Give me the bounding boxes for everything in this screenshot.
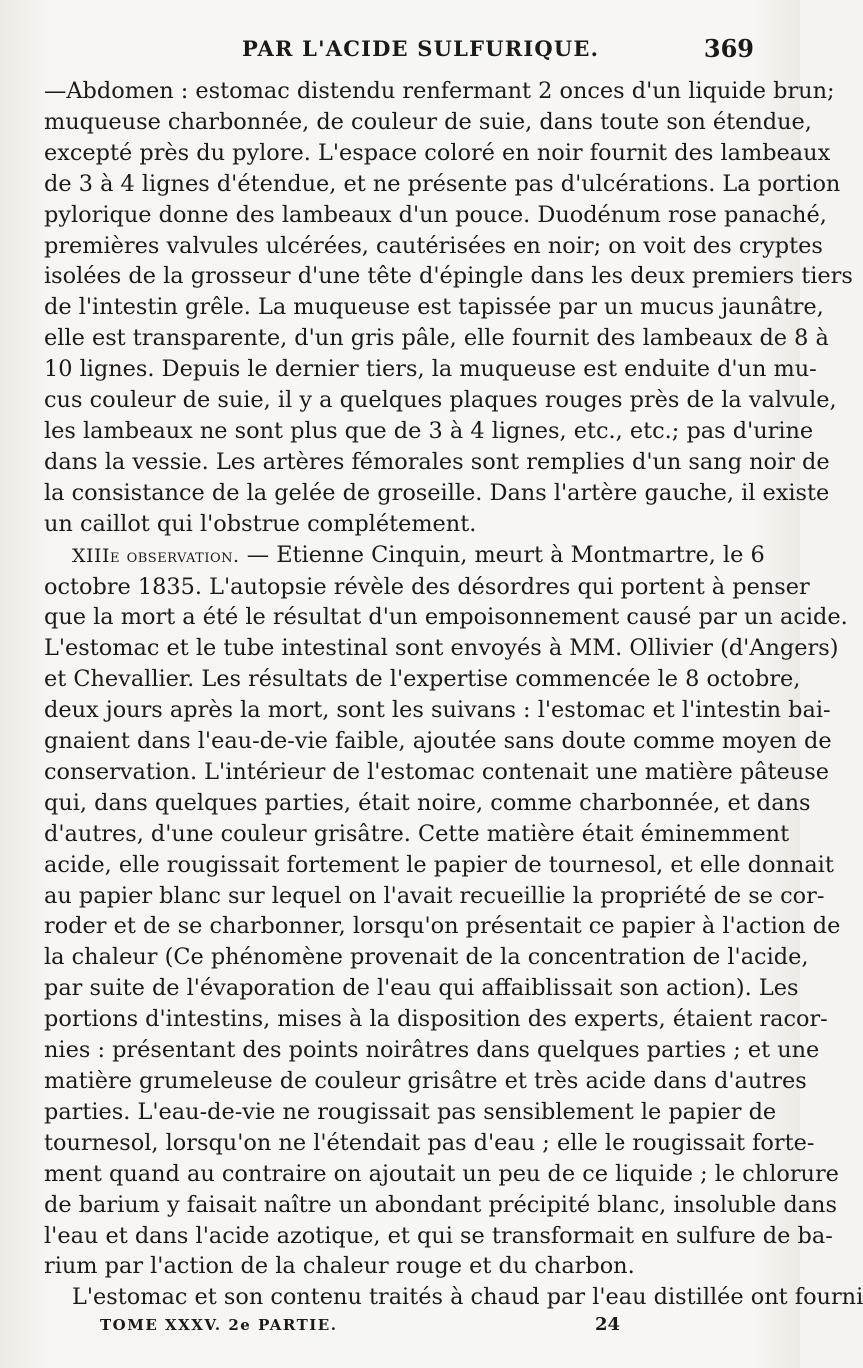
page-number: 369 [703,34,754,63]
running-title: PAR L'ACIDE SULFURIQUE. [242,36,600,61]
text-line: cus couleur de suie, il y a quelques plaques rouges près de la valvule, [44,387,837,414]
text-line [44,540,765,572]
text-line: muqueuse charbonnée, de couleur de suie, dans toute son étendue, [44,108,812,135]
text-line: acide, elle rougissait fortement le papier de tournesol, et elle donnait [44,851,834,878]
text-line: que la mort a été le résultat d'un empoisonnement causé par un acide. [44,604,848,631]
text-line: L'estomac et son contenu traités à chaud par l'eau distillée ont fourni [72,1284,863,1311]
text-line: parties. L'eau-de-vie ne rougissait pas sensiblement le papier de [44,1098,777,1125]
text-line: l'eau et dans l'acide azotique, et qui se transformait en sulfure de ba- [44,1222,833,1249]
text-line: qui, dans quelques parties, était noire, comme charbonnée, et dans [44,789,811,816]
text-line: au papier blanc sur lequel on l'avait recueillie la propriété de se cor- [44,882,825,909]
text-line: elle est transparente, d'un gris pâle, elle fournit des lambeaux de 8 à [44,325,829,352]
volume-label: TOME XXXV. 2e PARTIE. [100,1316,338,1334]
text-fragment: — Etienne Cinquin, meurt à Montmartre, le 6 [239,541,765,568]
text-line: tournesol, lorsqu'on ne l'étendait pas d'eau ; elle le rougissait forte- [44,1129,815,1156]
text-line: les lambeaux ne sont plus que de 3 à 4 lignes, etc., etc.; pas d'urine [44,417,814,444]
paragraph [44,76,853,540]
text-line: par suite de l'évaporation de l'eau qui affaiblissait son action). Les [44,975,799,1002]
text-line: pylorique donne des lambeaux d'un pouce. Duodénum rose panaché, [44,201,827,228]
text-line: octobre 1835. L'autopsie révèle des désordres qui portent à penser [44,573,810,600]
body-text [44,76,863,1313]
text-line: dans la vessie. Les artères fémorales sont remplies d'un sang noir de [44,448,830,475]
paragraph [44,1282,863,1313]
text-line: ment quand au contraire on ajoutait un peu de ce liquide ; le chlorure [44,1160,839,1187]
text-line: premières valvules ulcérées, cautérisées en noir; on voit des cryptes [44,232,823,259]
text-line: roder et de se charbonner, lorsqu'on présentait ce papier à l'action de [44,913,841,940]
text-line: d'autres, d'une couleur grisâtre. Cette matière était éminemment [44,820,790,847]
page-header [44,34,754,68]
text-line: un caillot qui l'obstrue complétement. [44,510,477,537]
text-line: conservation. L'intérieur de l'estomac contenait une matière pâteuse [44,758,829,785]
text-line: et Chevallier. Les résultats de l'expertise commencée le 8 octobre, [44,666,801,693]
signature-mark: 24 [594,1314,620,1335]
observation-heading: XIIIe observation. [72,544,240,567]
text-line: la consistance de la gelée de groseille. Dans l'artère gauche, il existe [44,479,830,506]
text-line: L'estomac et le tube intestinal sont envoyés à MM. Ollivier (d'Angers) [44,635,839,662]
text-line: matière grumeleuse de couleur grisâtre et très acide dans d'autres [44,1068,807,1094]
text-line: de barium y faisait naître un abondant précipité blanc, insoluble dans [44,1191,837,1218]
text-line: rium par l'action de la chaleur rouge et du charbon. [44,1253,635,1280]
text-line: isolées de la grosseur d'une tête d'épingle dans les deux premiers tiers [44,263,853,290]
page-footer [100,1316,620,1344]
paragraph [44,540,848,1283]
text-line: la chaleur (Ce phénomène provenait de la concentration de l'acide, [44,944,809,971]
text-line: gnaient dans l'eau-de-vie faible, ajoutée sans doute comme moyen de [44,728,832,755]
text-line: de 3 à 4 lignes d'étendue, et ne présente pas d'ulcérations. La portion [44,170,841,197]
text-line: 10 lignes. Depuis le dernier tiers, la muqueuse est enduite d'un mu- [44,356,817,383]
text-line: —Abdomen : estomac distendu renfermant 2 onces d'un liquide brun; [44,78,835,104]
text-line: excepté près du pylore. L'espace coloré en noir fournit des lambeaux [44,139,831,166]
text-line: deux jours après la mort, sont les suivans : l'estomac et l'intestin bai- [44,697,831,724]
text-line: de l'intestin grêle. La muqueuse est tapissée par un mucus jaunâtre, [44,294,824,321]
text-line: portions d'intestins, mises à la disposition des experts, étaient racor- [44,1006,828,1033]
text-line: nies : présentant des points noirâtres dans quelques parties ; et une [44,1037,820,1064]
